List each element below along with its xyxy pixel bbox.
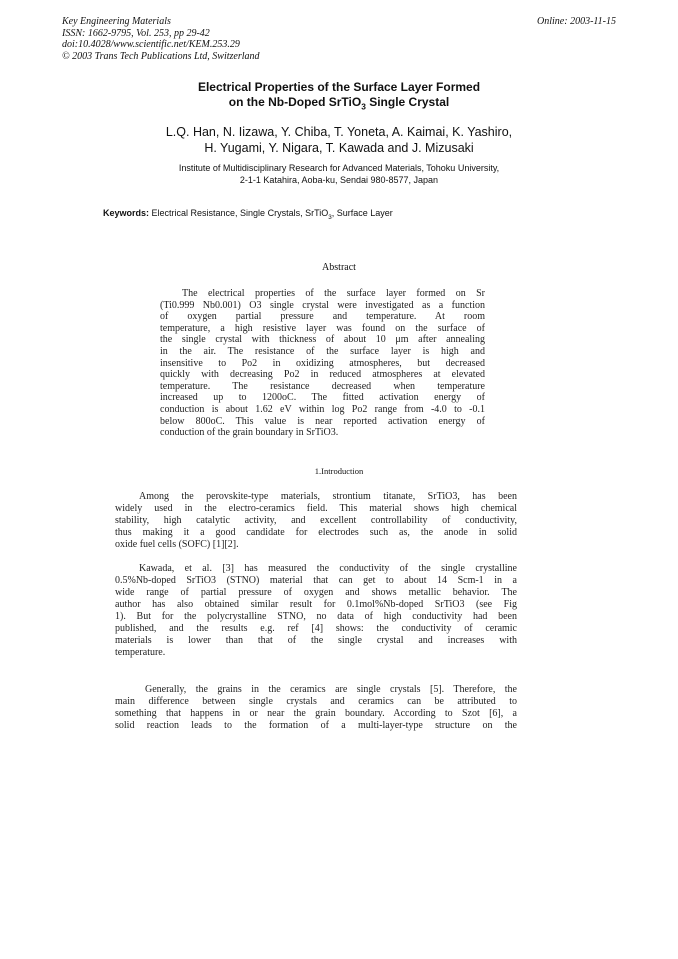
abstract-line: The electrical properties of the surface layer formed on Sr [182,288,485,299]
abstract-line: conduction is about 1.62 eV within log Po2 range from -4.0 to -0.1 [160,403,485,415]
abstract-line: in the air. The resistance of the surface layer is high and [160,345,485,357]
title-line-2-end: Single Crystal [365,95,450,109]
paragraph-line: oxide fuel cells (SOFC) [1][2]. [115,539,239,550]
abstract-line: the single crystal with thickness of about 10 μm after annealing [160,334,485,346]
intro-paragraph-2 [115,563,517,659]
journal-name: Key Engineering Materials [62,16,171,27]
authors-line-1: L.Q. Han, N. Iizawa, Y. Chiba, T. Yoneta, A. Kaimai, K. Yashiro, [165,125,513,139]
authors-line-2: H. Yugami, Y. Nigara, T. Kawada and J. Mizusaki [204,141,474,155]
paragraph-line: author has also obtained similar result for 0.1mol%Nb-doped SrTiO3 (see Fig [115,599,517,610]
paragraph-line: Generally, the grains in the ceramics are single crystals [5]. Therefore, the [145,684,517,695]
abstract-line: temperature. The resistance decreased when temperature [160,380,485,392]
section-heading-introduction: 1.Introduction [314,466,364,476]
title-line-1: Electrical Properties of the Surface Layer Formed [197,80,481,94]
abstract-line: conduction of the grain boundary in SrTiO3. [160,427,339,439]
paragraph-line: something that happens in or near the grain boundary. According to Szot [6], a [115,708,517,719]
paragraph-line: stability, high catalytic activity, and excellent controllability of conductivity, [115,515,517,526]
intro-paragraph-3 [115,684,517,732]
keywords-subscript: 3 [328,213,332,221]
doi: doi:10.4028/www.scientific.net/KEM.253.29 [62,39,240,50]
keywords-text: Electrical Resistance, Single Crystals, SrTiO [149,208,329,218]
paragraph-line: materials is lower than that of the single crystal and increases with [115,635,517,646]
title-line-2 [0,95,678,110]
paragraph-line: published, and the results e.g. ref [4] shows: the conductivity of ceramic [115,623,517,634]
online-date: Online: 2003-11-15 [537,16,616,27]
keywords-text-end: , Surface Layer [331,208,393,218]
abstract-line: quickly with decreasing Po2 in reduced atmospheres at elevated [160,369,485,381]
abstract-line: increased up to 1200oC. The fitted activation energy of [160,392,485,404]
paragraph-line: thus making it a good candidate for electrodes such as, the anode in solid [115,527,517,538]
paragraph-line: 1). But for the polycrystalline STNO, no data of high conductivity had been [115,611,517,622]
paper-title [0,80,678,110]
paragraph-line: Kawada, et al. [3] has measured the conductivity of the single crystalline [139,563,517,574]
paragraph-line: 0.5%Nb-doped SrTiO3 (STNO) material that can get to about 14 Scm-1 in a [115,575,517,586]
paragraph-line: widely used in the electro-ceramics field. This material shows high chemical [115,503,517,514]
paragraph-line: wide range of partial pressure of oxygen and shows metallic behavior. The [115,587,517,598]
abstract-heading: Abstract [322,262,356,273]
affiliation-line-1: Institute of Multidisciplinary Research for Advanced Materials, Tohoku University, [178,163,500,173]
affiliation-line-2: 2-1-1 Katahira, Aoba-ku, Sendai 980-8577, Japan [239,175,439,185]
title-subscript: 3 [361,101,366,112]
abstract-line: of oxygen partial pressure and temperature. At room [160,311,485,323]
affiliation [0,162,678,186]
journal-header [62,16,260,62]
paragraph-line: main difference between single crystals and ceramics can be attributed to [115,696,517,707]
paragraph-line: Among the perovskite-type materials, strontium titanate, SrTiO3, has been [139,491,517,502]
paragraph-line: solid reaction leads to the formation of a multi-layer-type structure on the [115,720,517,731]
keywords-label: Keywords: [103,208,150,218]
paragraph-line: temperature. [115,647,166,658]
copyright: © 2003 Trans Tech Publications Ltd, Switzerland [62,50,260,62]
abstract-line: temperature, a high resistive layer was found on the surface of [160,322,485,334]
author-list [0,124,678,156]
abstract-line: (Ti0.999 Nb0.001) O3 single crystal were investigated as a function [160,299,485,311]
title-line-2-text: on the Nb-Doped SrTiO [228,95,362,109]
abstract-line: insensitive to Po2 in oxidizing atmospheres, but decreased [160,357,485,369]
abstract-body [160,288,485,439]
issn: ISSN: 1662-9795, Vol. 253, pp 29-42 [62,27,210,39]
abstract-line: below 800oC. This value is near reported activation energy of [160,415,485,427]
intro-paragraph-1 [115,491,517,551]
keywords [103,207,393,219]
